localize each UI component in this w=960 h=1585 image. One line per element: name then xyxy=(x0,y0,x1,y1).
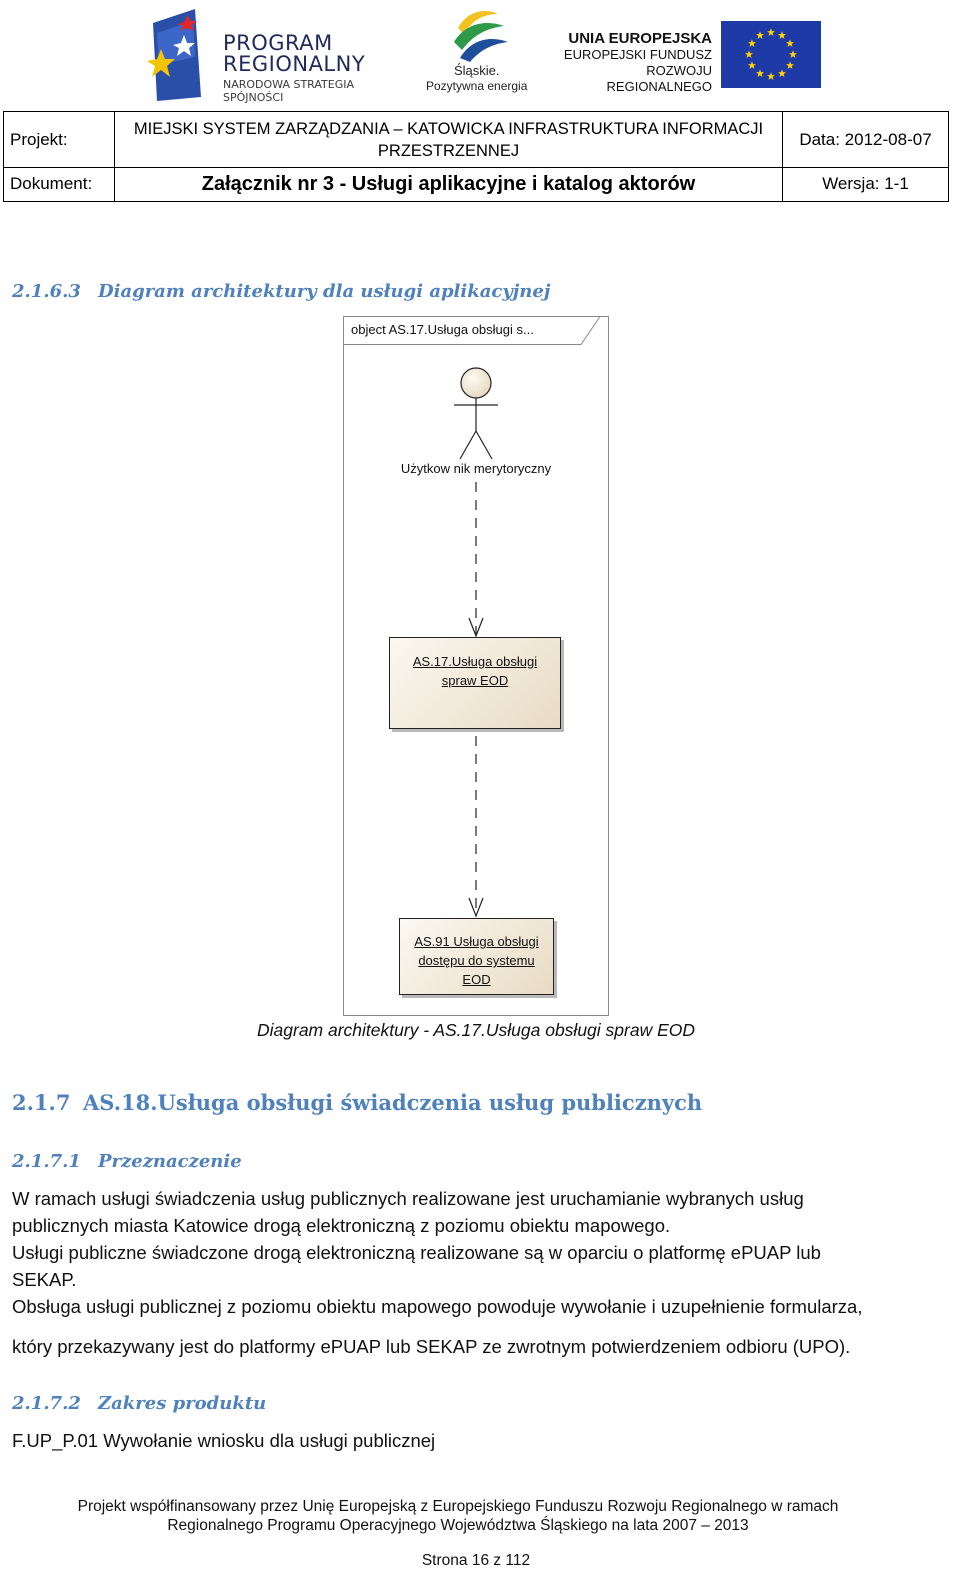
paragraph-line: W ramach usługi świadczenia usług publicznych realizowane jest uruchamianie wybranych usług xyxy=(12,1188,804,1209)
actor-label: Użytkow nik merytoryczny xyxy=(400,461,552,476)
ue-line3: ROZWOJU REGIONALNEGO xyxy=(606,63,712,94)
document-title xyxy=(115,167,783,201)
footer-line2: Regionalnego Programu Operacyjnego Województwa Śląskiego na lata 2007 – 2013 xyxy=(167,1517,749,1534)
section-2171-title: Przeznaczenie xyxy=(98,1151,242,1172)
paragraph-line: Obsługa usługi publicznej z poziomu obiektu mapowego powoduje wywołanie i uzupełnienie formularza, xyxy=(12,1296,863,1317)
section-2171-number: 2.1.7.1 xyxy=(12,1151,81,1172)
project-title xyxy=(115,112,783,167)
uml-object-as91 xyxy=(399,918,554,995)
slaskie-name: Śląskie. xyxy=(454,63,500,78)
box2-line3: EOD xyxy=(462,972,491,987)
section-2163-number: 2.1.6.3 xyxy=(12,281,81,302)
document-date: Data: 2012-08-07 xyxy=(799,129,932,149)
box2-line1: AS.91 Usługa obsługi xyxy=(414,934,539,949)
slaskie-emblem-icon xyxy=(450,6,510,64)
section-217-number: 2.1.7 xyxy=(12,1090,71,1115)
section-217-title: AS.18.Usługa obsługi świadczenia usług publicznych xyxy=(83,1090,703,1115)
project-label: Projekt: xyxy=(4,112,115,167)
footer-cofinancing xyxy=(0,1497,916,1535)
paragraph-line: publicznych miasta Katowice drogą elektroniczną z poziomu obiektu mapowego. xyxy=(12,1215,671,1236)
program-regionalny-emblem-icon xyxy=(143,5,205,101)
paragraph-line: SEKAP. xyxy=(12,1269,77,1290)
box2-line2: dostępu do systemu xyxy=(418,953,535,968)
uml-frame-label: object AS.17.Usługa obsługi s... xyxy=(351,322,534,337)
slaskie-tagline: Pozytywna energia xyxy=(426,79,528,93)
diagram-caption: Diagram architektury - AS.17.Usługa obsługi spraw EOD xyxy=(257,1020,695,1040)
section-2171-body xyxy=(12,1185,952,1360)
section-2172-number: 2.1.7.2 xyxy=(12,1393,81,1414)
section-2163-title: Diagram architektury dla usługi aplikacyjnej xyxy=(98,281,551,302)
paragraph-line: który przekazywany jest do platformy ePUAP lub SEKAP ze zwrotnym potwierdzeniem odbioru (UPO). xyxy=(12,1336,851,1357)
ue-line1: UNIA EUROPEJSKA xyxy=(568,30,712,47)
eu-flag-icon xyxy=(721,21,821,88)
slaskie-logo xyxy=(424,6,534,96)
logo-program-line3: NARODOWA STRATEGIA SPÓJNOŚCI xyxy=(223,78,355,104)
header-row-project xyxy=(4,112,948,168)
footer-line1: Projekt współfinansowany przez Unię Europejską z Europejskiego Funduszu Rozwoju Regionalnego w ramach xyxy=(77,1498,839,1515)
logo-program-line1: PROGRAM xyxy=(223,31,333,55)
document-header-table xyxy=(3,111,949,202)
logo-program-line2: REGIONALNY xyxy=(223,52,366,76)
program-regionalny-logo xyxy=(143,5,403,104)
paragraph-line: Usługi publiczne świadczone drogą elektroniczną realizowane są w oparciu o platformę ePUAP lub xyxy=(12,1242,821,1263)
document-label: Dokument: xyxy=(4,167,115,201)
box1-line2: spraw EOD xyxy=(441,673,509,688)
page-number: Strona 16 z 112 xyxy=(421,1552,531,1569)
uml-object-as17 xyxy=(389,637,561,729)
eu-flag xyxy=(721,21,821,88)
ue-line2: EUROPEJSKI FUNDUSZ xyxy=(563,47,712,62)
project-title-line1: MIEJSKI SYSTEM ZARZĄDZANIA – KATOWICKA INFRASTRUKTURA INFORMACJI xyxy=(133,119,764,138)
ue-text-block xyxy=(540,30,712,95)
document-version: Wersja: 1-1 xyxy=(822,174,909,193)
box1-line1: AS.17.Usługa obsługi xyxy=(412,654,538,669)
header-row-document xyxy=(4,167,948,201)
project-title-line2: PRZESTRZENNEJ xyxy=(377,141,520,160)
stick-figure-actor-icon xyxy=(440,365,512,465)
product-scope-item: F.UP_P.01 Wywołanie wniosku dla usługi publicznej xyxy=(12,1430,436,1451)
document-title-text: Załącznik nr 3 - Usługi aplikacyjne i katalog aktorów xyxy=(201,173,696,195)
section-2172-title: Zakres produktu xyxy=(98,1393,267,1414)
